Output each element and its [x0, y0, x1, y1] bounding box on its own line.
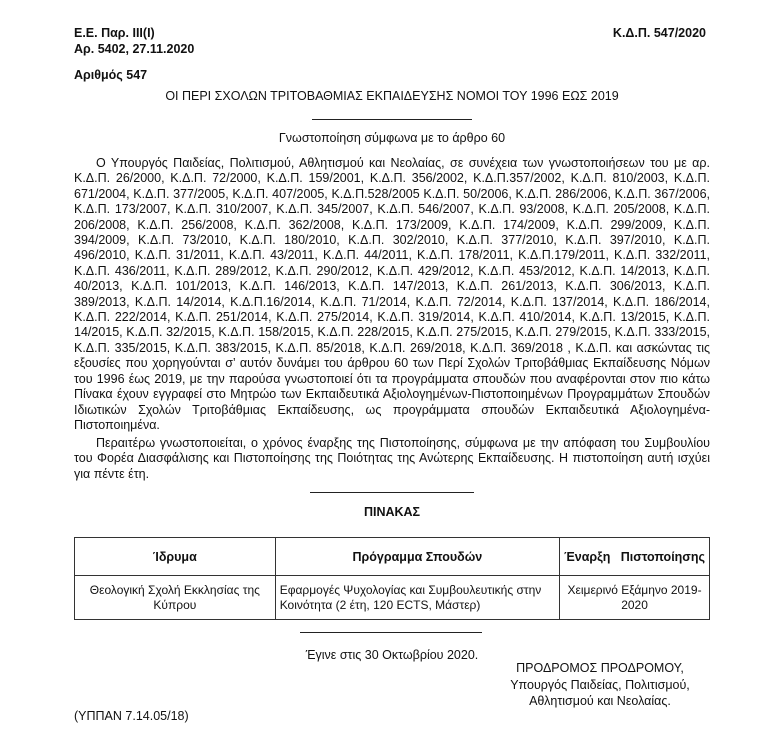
kdp-ref: Κ.Δ.Π. 547/2020: [612, 26, 706, 40]
issue-ref: Αρ. 5402, 27.11.2020: [74, 42, 195, 56]
signatory-role-1: Υπουργός Παιδείας, Πολιτισμού,: [510, 677, 690, 692]
date-line: Έγινε στις 30 Οκτωβρίου 2020.: [305, 648, 479, 662]
second-paragraph: Περαιτέρω γνωστοποιείται, ο χρόνος έναρξης της Πιστοποίησης, σύμφωνα με την απόφαση του Συμβουλίου του Φορέα Διασφάλισης και Πιστοποίησης της Ποιότητας της Ανώτερης Εκπαίδευσης. Η πιστοποίηση αυτή ισχύει για πέντε έτη.: [74, 436, 710, 481]
gazette-ref: Ε.Ε. Παρ. III(I): [74, 26, 155, 40]
cell-programme: Εφαρμογές Ψυχολογίας και Συμβουλευτικής στην Κοινότητα (2 έτη, 120 ECTS, Μάστερ): [275, 576, 559, 620]
number-ref: Αριθμός 547: [74, 68, 148, 82]
header-start: Έναρξη Πιστοποίησης: [560, 538, 710, 576]
main-paragraph: Ο Υπουργός Παιδείας, Πολιτισμού, Αθλητισμού και Νεολαίας, σε συνέχεια των γνωστοποιήσεων του με αρ. Κ.Δ.Π. 26/2000, Κ.Δ.Π. 72/2000, Κ.Δ.Π. 159/2001, Κ.Δ.Π. 356/2002, Κ.Δ.Π.357/2002, Κ.Δ.Π. 810/2003, Κ.Δ.Π. 671/2004, Κ.Δ.Π. 377/2005, Κ.Δ.Π. 407/2005, Κ.Δ.Π.528/2005 Κ.Δ.Π. 50/2006, Κ.Δ.Π. 286/2006, Κ.Δ.Π. 367/2006, Κ.Δ.Π. 173/2007, Κ.Δ.Π. 310/2007, Κ.Δ.Π. 345/2007, Κ.Δ.Π. 546/2007, Κ.Δ.Π. 93/2008, Κ.Δ.Π. 205/2008, Κ.Δ.Π. 206/2008, Κ.Δ.Π. 256/2008, Κ.Δ.Π. 362/2008, Κ.Δ.Π. 173/2009, Κ.Δ.Π. 174/2009, Κ.Δ.Π. 299/2009, Κ.Δ.Π. 394/2009, Κ.Δ.Π. 73/2010, Κ.Δ.Π. 180/2010, Κ.Δ.Π. 302/2010, Κ.Δ.Π. 377/2010, Κ.Δ.Π. 397/2010, Κ.Δ.Π. 496/2010, Κ.Δ.Π. 31/2011, Κ.Δ.Π. 43/2011, Κ.Δ.Π. 44/2011, Κ.Δ.Π. 178/2011, Κ.Δ.Π.179/2011, Κ.Δ.Π. 332/2011, Κ.Δ.Π. 436/2011, Κ.Δ.Π. 289/2012, Κ.Δ.Π. 290/2012, Κ.Δ.Π. 429/2012, Κ.Δ.Π. 453/2012, Κ.Δ.Π. 14/2013, Κ.Δ.Π. 40/2013, Κ.Δ.Π. 101/2013, Κ.Δ.Π. 146/2013, Κ.Δ.Π. 147/2013, Κ.Δ.Π. 261/2013, Κ.Δ.Π. 306/2013, Κ.Δ.Π. 389/2013, Κ.Δ.Π. 14/2014, Κ.Δ.Π.16/2014, Κ.Δ.Π. 71/2014, Κ.Δ.Π. 72/2014, Κ.Δ.Π. 137/2014, Κ.Δ.Π. 186/2014, Κ.Δ.Π. 222/2014, Κ.Δ.Π. 251/2014, Κ.Δ.Π. 275/2014, Κ.Δ.Π. 319/2014, Κ.Δ.Π. 410/2014, Κ.Δ.Π. 13/2015, Κ.Δ.Π. 14/2015, Κ.Δ.Π. 32/2015, Κ.Δ.Π. 158/2015, Κ.Δ.Π. 228/2015, Κ.Δ.Π. 275/2015, Κ.Δ.Π. 279/2015, Κ.Δ.Π. 333/2015, Κ.Δ.Π. 335/2015, Κ.Δ.Π. 383/2015, Κ.Δ.Π. 85/2018, Κ.Δ.Π. 269/2018, Κ.Δ.Π. 369/2018 , Κ.Δ.Π. και ασκώντας τις εξουσίες που χορηγούνται σ’ αυτόν δυνάμει του άρθρου 60 των Περί Σχολών Τριτοβάθμιας Εκπαίδευσης Νόμων του 1996 έως 2019, με την παρούσα γνωστοποιεί ότι τα προγράμματα σπουδών που αναφέρονται στον πιο κάτω Πίνακα έχουν εγγραφεί στο Μητρώο των Εκπαιδευτικά Αξιολογημένων-Πιστοποιημένων Προγραμμάτων Σπουδών Ιδιωτικών Σχολών Τριτοβάθμιας Εκπαίδευσης, ως προγράμματα σπουδών Εκπαιδευτικά Αξιολογημένα-Πιστοποιημένα.: [74, 156, 710, 432]
title-divider: [312, 119, 472, 120]
table-row: [75, 576, 710, 620]
table-title: ΠΙΝΑΚΑΣ: [363, 505, 421, 519]
signatory-name: ΠΡΟΔΡΟΜΟΣ ΠΡΟΔΡΟΜΟΥ,: [516, 661, 684, 675]
subtitle: Γνωστοποίηση σύμφωνα με το άρθρο 60: [278, 131, 506, 145]
signature-block: [500, 660, 700, 710]
cell-institution: Θεολογική Σχολή Εκκλησίας της Κύπρου: [75, 576, 276, 620]
header-institution: Ίδρυμα: [75, 538, 276, 576]
signatory-role-2: Αθλητισμού και Νεολαίας.: [529, 694, 671, 708]
cell-start: Χειμερινό Εξάμηνο 2019-2020: [560, 576, 710, 620]
table-divider: [310, 492, 474, 493]
header-programme: Πρόγραμμα Σπουδών: [275, 538, 559, 576]
table-header-row: [75, 538, 710, 576]
closing-divider: [300, 632, 482, 633]
page-title: ΟΙ ΠΕΡΙ ΣΧΟΛΩΝ ΤΡΙΤΟΒΑΘΜΙΑΣ ΕΚΠΑΙΔΕΥΣΗΣ ΝΟΜΟΙ ΤΟΥ 1996 ΕΩΣ 2019: [165, 89, 619, 103]
accreditation-table: [74, 537, 710, 620]
footer-reference: (ΥΠΠΑΝ 7.14.05/18): [74, 709, 189, 723]
